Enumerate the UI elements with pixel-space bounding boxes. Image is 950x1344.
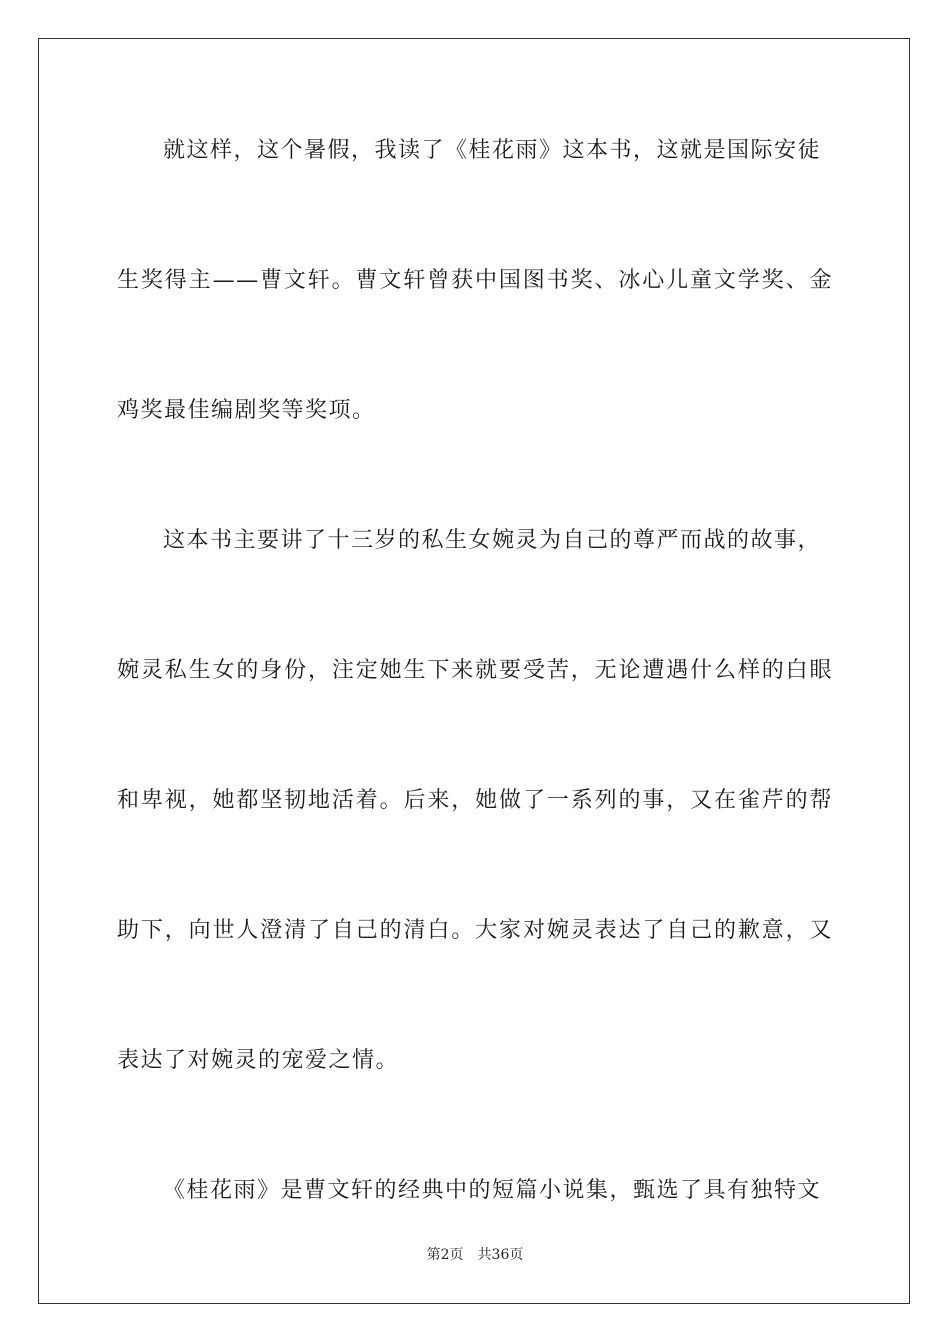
paragraph-2-line-4: 助下，向世人澄清了自己的清白。大家对婉灵表达了自己的歉意，又 xyxy=(117,918,833,943)
paragraph-1-line-1: 就这样，这个暑假，我读了《桂花雨》这本书，这就是国际安徒 xyxy=(163,138,822,163)
paragraph-2-line-1: 这本书主要讲了十三岁的私生女婉灵为自己的尊严而战的故事， xyxy=(163,528,822,553)
page-total: 共36页 xyxy=(477,1247,524,1263)
paragraph-1-line-3: 鸡奖最佳编剧奖等奖项。 xyxy=(117,398,376,423)
paragraph-3-line-1: 《桂花雨》是曹文轩的经典中的短篇小说集，甄选了具有独特文 xyxy=(163,1178,822,1203)
paragraph-2-line-3: 和卑视，她都坚韧地活着。后来，她做了一系列的事，又在雀芹的帮 xyxy=(117,788,833,813)
page-footer xyxy=(0,1244,950,1264)
page-number: 第2页 xyxy=(426,1247,464,1263)
paragraph-1-line-2: 生奖得主——曹文轩。曹文轩曾获中国图书奖、冰心儿童文学奖、金 xyxy=(117,268,833,293)
document-body xyxy=(117,118,833,1223)
paragraph-2-line-5: 表达了对婉灵的宠爱之情。 xyxy=(117,1048,400,1073)
paragraph-2-line-2: 婉灵私生女的身份，注定她生下来就要受苦，无论遭遇什么样的白眼 xyxy=(117,658,833,683)
